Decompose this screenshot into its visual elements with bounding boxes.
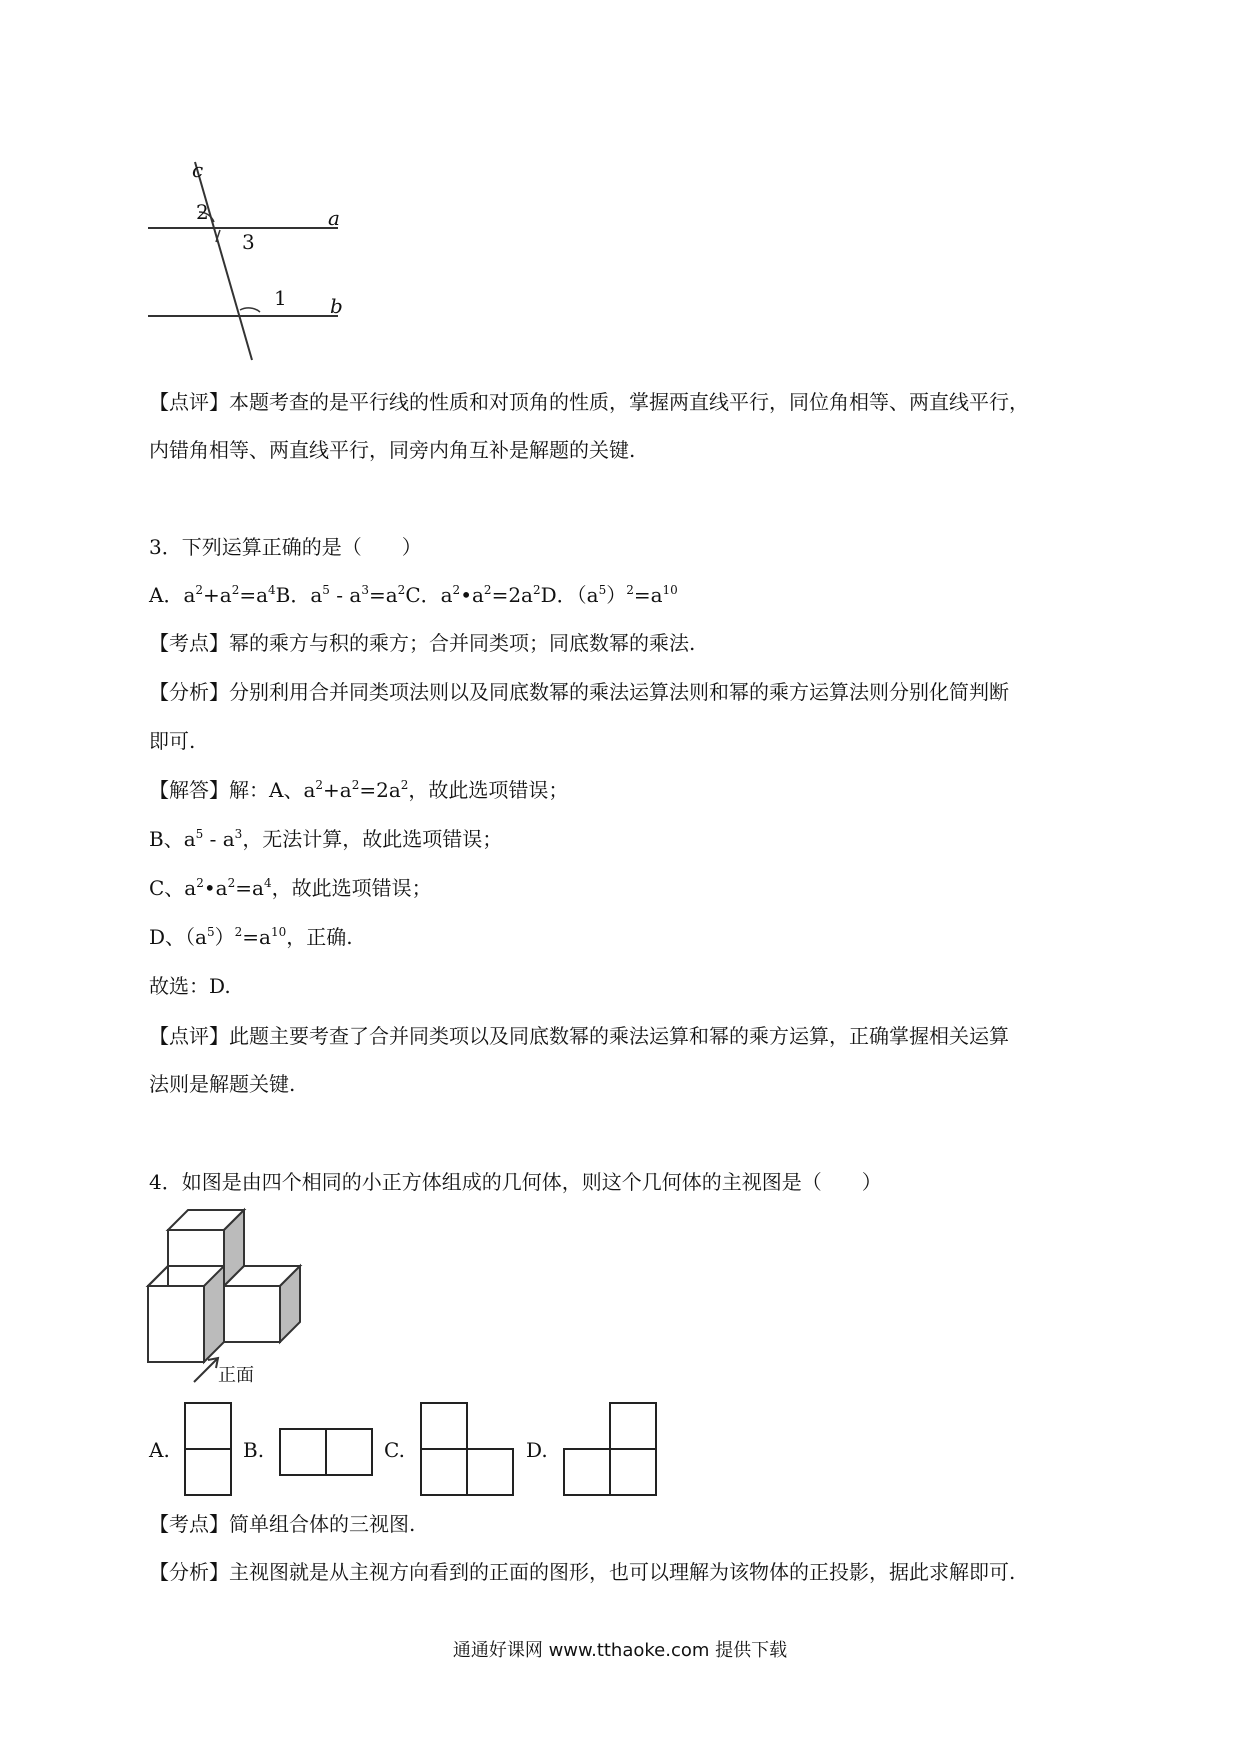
front-label: 正面 xyxy=(218,1365,254,1386)
q3-fenxi-line1: 【分析】分别利用合并同类项法则以及同底数幂的乘法运算法则和幂的乘方运算法则分别化简判断 xyxy=(149,680,1009,704)
q4-option-b-figure xyxy=(279,1428,375,1476)
q3-jieda-b: B、$a^5 - a^3$，无法计算，故此选项错误； xyxy=(149,827,503,851)
option-c: C．$a^2•a^2=2a^2$ xyxy=(405,583,541,607)
q2-comment-line1: 【点评】本题考查的是平行线的性质和对顶角的性质，掌握两直线平行，同位角相等、两直线平行， xyxy=(149,390,1029,414)
option-a: A．$a^2+a^2=a^4$ xyxy=(149,583,276,607)
page-footer: 通通好课网 www.tthaoke.com 提供下载 xyxy=(452,1640,788,1661)
q4-fenxi: 【分析】主视图就是从主视方向看到的正面的图形，也可以理解为该物体的正投影，据此求解即可. xyxy=(149,1560,1016,1584)
q3-jieda-a: 【解答】解：A、$a^2+a^2=2a^2$，故此选项错误； xyxy=(149,778,569,802)
label-a: a xyxy=(328,206,340,230)
q3-kaodian: 【考点】幂的乘方与积的乘方；合并同类项；同底数幂的乘法. xyxy=(149,631,696,655)
label-b: b xyxy=(330,294,343,318)
q2-comment-line2: 内错角相等、两直线平行，同旁内角互补是解题的关键. xyxy=(149,438,636,462)
q3-options xyxy=(149,581,678,609)
q4-option-a-label: A. xyxy=(149,1438,170,1462)
q3-question: 3．下列运算正确的是（ ） xyxy=(149,535,422,559)
label-angle-2: 2 xyxy=(196,200,209,224)
option-d: D．$(a^5)^2=a^{10}$ xyxy=(540,583,678,607)
q4-option-d-label: D. xyxy=(526,1438,548,1462)
q4-option-c-label: C. xyxy=(384,1438,405,1462)
q3-jieda-c: C、$a^2•a^2=a^4$，故此选项错误； xyxy=(149,876,432,900)
q3-answer: 故选：D. xyxy=(149,974,231,998)
q4-kaodian: 【考点】简单组合体的三视图. xyxy=(149,1512,416,1536)
q3-comment-line2: 法则是解题关键. xyxy=(149,1072,296,1096)
label-angle-3: 3 xyxy=(242,230,255,254)
q4-option-a-figure xyxy=(184,1402,232,1496)
cube-figure xyxy=(148,1210,308,1390)
label-c: c xyxy=(192,158,204,182)
q4-option-d-figure xyxy=(563,1402,659,1496)
q4-option-b-label: B. xyxy=(243,1438,265,1462)
q3-fenxi-line2: 即可. xyxy=(149,729,196,753)
q3-comment-line1: 【点评】此题主要考查了合并同类项以及同底数幂的乘法运算和幂的乘方运算，正确掌握相关运算 xyxy=(149,1024,1009,1048)
q4-question: 4．如图是由四个相同的小正方体组成的几何体，则这个几何体的主视图是（ ） xyxy=(149,1170,882,1194)
parallel-lines-figure xyxy=(140,150,360,370)
q3-jieda-d: D、$(a^5)^2=a^{10}$，正确. xyxy=(149,925,353,949)
q4-option-c-figure xyxy=(420,1402,516,1496)
label-angle-1: 1 xyxy=(274,286,287,310)
option-b: B．$a^5 - a^3=a^2$ xyxy=(275,583,406,607)
